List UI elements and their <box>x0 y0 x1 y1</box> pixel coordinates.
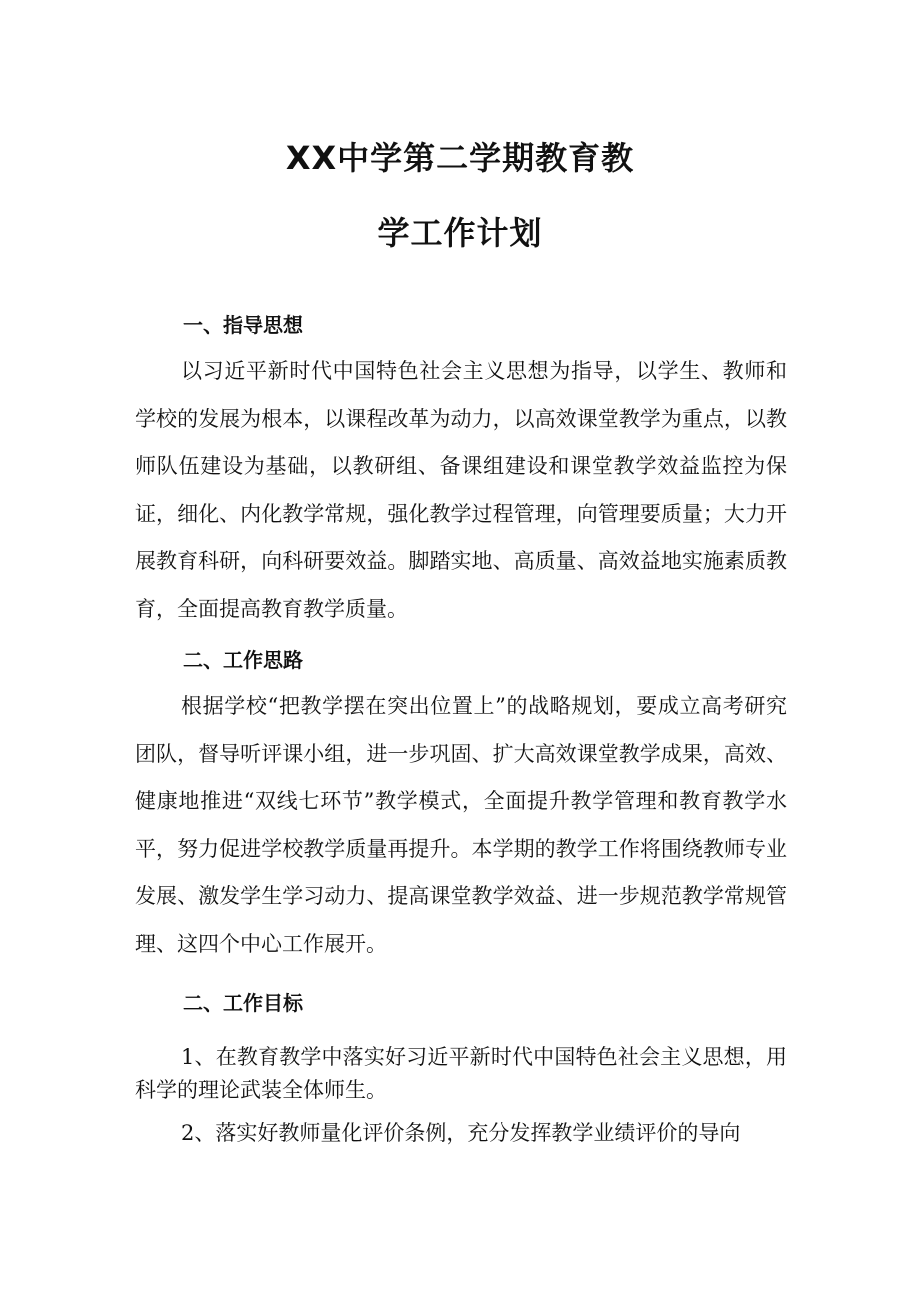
section-heading-guiding-thought: 一、指导思想 <box>183 313 303 337</box>
section-paragraph-guiding-thought: 以习近平新时代中国特色社会主义思想为指导，以学生、教师和学校的发展为根本，以课程改革为动力，以高效课堂教学为重点，以教师队伍建设为基础，以教研组、备课组建设和课堂教学效益监控为保证，细化、内化教学常规，强化教学过程管理，向管理要质量；大力开展教育科研，向科研要效益。脚踏实地、高质量、高效益地实施素质教育，全面提高教育教学质量。 <box>135 359 787 621</box>
goal-item-1: 1、在教育教学中落实好习近平新时代中国特色社会主义思想，用科学的理论武装全体师生。 <box>135 1045 787 1102</box>
section-heading-work-approach: 二、工作思路 <box>183 648 303 672</box>
goal-item-2: 2、落实好教师量化评价条例，充分发挥教学业绩评价的导向 <box>181 1121 741 1145</box>
section-paragraph-work-approach: 根据学校“把教学摆在突出位置上”的战略规划，要成立高考研究团队，督导听评课小组，进一步巩固、扩大高效课堂教学成果，高效、健康地推进“双线七环节”教学模式，全面提升教学管理和教育教学水平，努力促进学校教学质量再提升。本学期的教学工作将围绕教师专业发展、激发学生学习动力、提高课堂教学效益、进一步规范教学常规管理、这四个中心工作展开。 <box>135 694 787 956</box>
section-heading-work-goals: 二、工作目标 <box>183 991 303 1015</box>
document-title-line1: XX中学第二学期教育教 <box>285 139 635 177</box>
document-title-line2: 学工作计划 <box>377 214 543 252</box>
